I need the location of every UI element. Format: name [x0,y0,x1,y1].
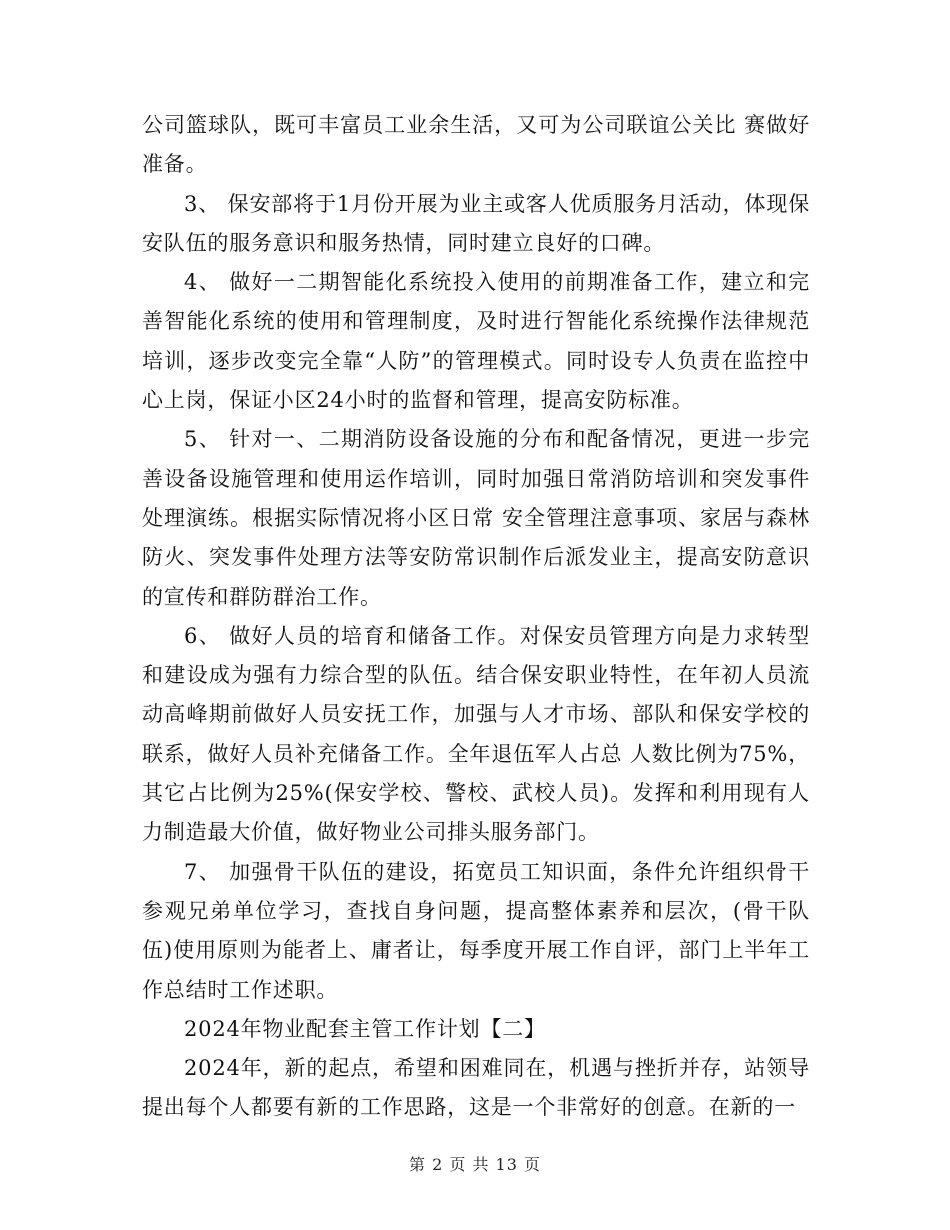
section-heading: 2024年物业配套主管工作计划【二】 [184,1016,546,1041]
paragraph-1: 公司篮球队，既可丰富员工业余生活，又可为公司联谊公关比 赛做好准备。 [142,113,810,177]
paragraph-3: 4、 做好一二期智能化系统投入使用的前期准备工作，建立和完善智能化系统的使用和管理制度，及时进行智能化系统操作法律规范培训，逐步改变完全靠“人防”的管理模式。同时设专人负责在监控中心上岗，保证小区24小时的监督和管理，提高安防标准。 [142,270,810,413]
page-number-footer: 第 2 页 共 13 页 [409,1155,541,1174]
paragraph-2: 3、 保安部将于1月份开展为业主或客人优质服务月活动，体现保安队伍的服务意识和服务热情，同时建立良好的口碑。 [142,191,810,255]
paragraph-6: 7、 加强骨干队伍的建设，拓宽员工知识面，条件允许组织骨干参观兄弟单位学习，查找自身问题，提高整体素养和层次，(骨干队伍)使用原则为能者上、庸者让，每季度开展工作自评，部门上半年工作总结时工作述职。 [142,859,810,1002]
paragraph-4: 5、 针对一、二期消防设备设施的分布和配备情况，更进一步完善设备设施管理和使用运作培训，同时加强日常消防培训和突发事件处理演练。根据实际情况将小区日常 安全管理注意事项、家居与森林防火、突发事件处理方法等安防常识制作后派发业主，提高安防意识的宣传和群防群治工作。 [142,427,810,609]
paragraph-7: 2024年，新的起点，希望和困难同在，机遇与挫折并存，站领导提出每个人都要有新的工作思路，这是一个非常好的创意。在新的一 [142,1056,810,1120]
document-body [142,106,810,1128]
paragraph-5: 6、 做好人员的培育和储备工作。对保安员管理方向是力求转型和建设成为强有力综合型的队伍。结合保安职业特性，在年初人员流动高峰期前做好人员安抚工作，加强与人才市场、部队和保安学校的联系，做好人员补充储备工作。全年退伍军人占总 人数比例为75%，其它占比例为25%(保安学校、警校、武校人员)。发挥和利用现有人力制造最大价值，做好物业公司排头服务部门。 [142,623,810,845]
